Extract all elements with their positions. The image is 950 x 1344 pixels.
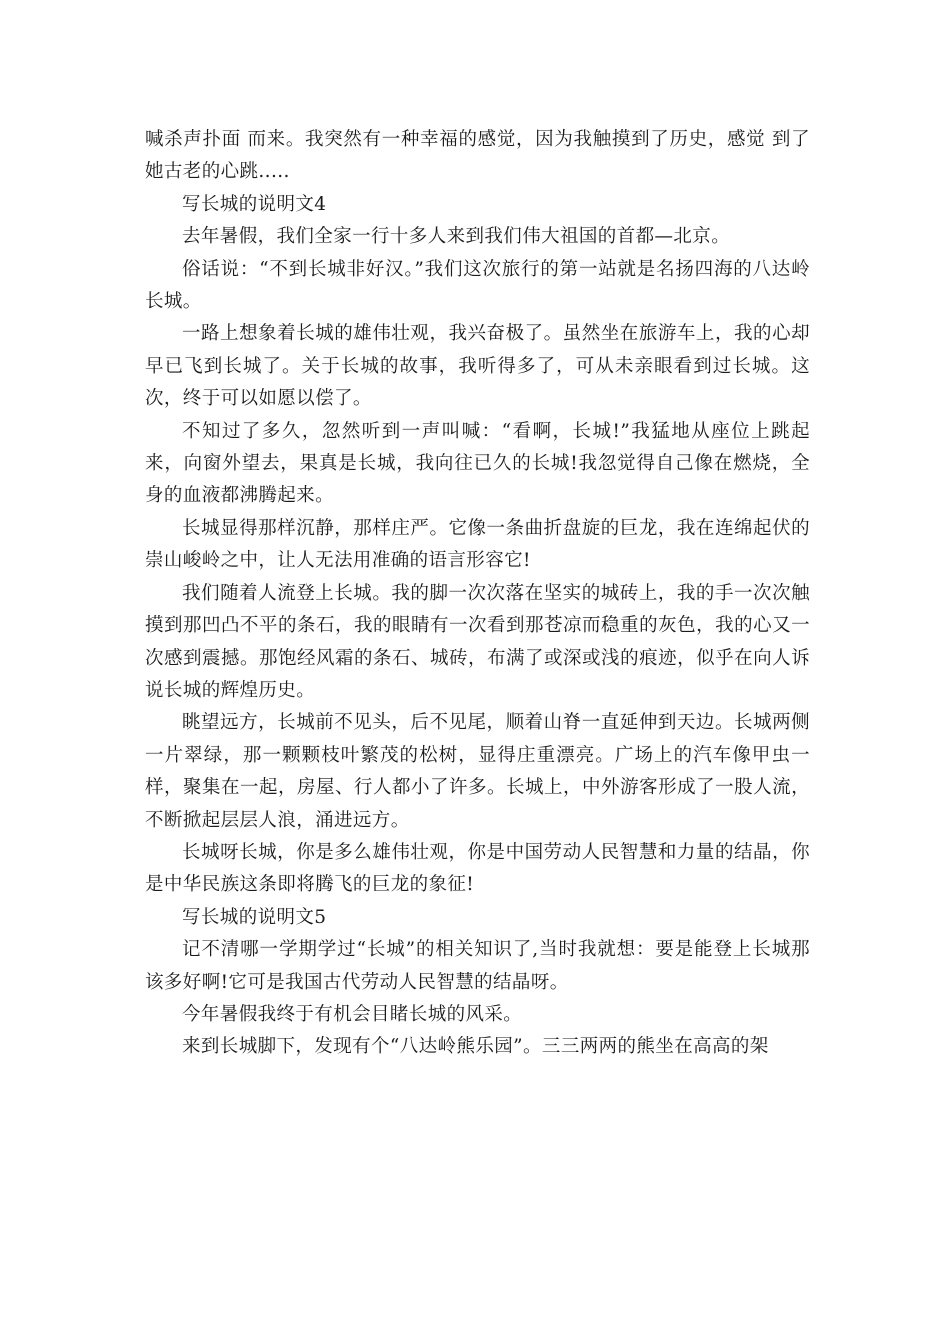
paragraph: 长城呀长城，你是多么雄伟壮观，你是中国劳动人民智慧和力量的结晶，你是中华民族这条即将腾飞的巨龙的象征!	[145, 841, 810, 896]
paragraph: 记不清哪一学期学过“长城”的相关知识了,当时我就想：要是能登上长城那该多好啊!它可是我国古代劳动人民智慧的结晶呀。	[145, 939, 810, 993]
paragraph: 不知过了多久，忽然听到一声叫喊：“看啊，长城!”我猛地从座位上跳起来，向窗外望去，果真是长城，我向往已久的长城!我忽觉得自己像在燃烧，全身的血液都沸腾起来。	[145, 420, 810, 507]
paragraph: 今年暑假我终于有机会目睹长城的风采。	[182, 1003, 523, 1025]
document-body	[145, 124, 810, 1064]
section-heading: 写长城的说明文4	[182, 193, 327, 215]
paragraph: 喊杀声扑面 而来。我突然有一种幸福的感觉，因为我触摸到了历史，感觉 到了她古老的心跳.....	[145, 129, 810, 183]
paragraph: 一路上想象着长城的雄伟壮观，我兴奋极了。虽然坐在旅游车上，我的心却早已飞到长城了。关于长城的故事，我听得多了，可从未亲眼看到过长城。这次，终于可以如愿以偿了。	[145, 323, 810, 410]
section-heading: 写长城的说明文5	[182, 906, 327, 928]
paragraph: 去年暑假，我们全家一行十多人来到我们伟大祖国的首都—北京。	[182, 226, 731, 248]
paragraph: 眺望远方，长城前不见头，后不见尾，顺着山脊一直延伸到天边。长城两侧一片翠绿，那一颗颗枝叶繁茂的松树，显得庄重漂亮。广场上的汽车像甲虫一样，聚集在一起，房屋、行人都小了许多。长城上，中外游客形成了一股人流，不断掀起层层人浪，涌进远方。	[145, 712, 810, 831]
paragraph: 来到长城脚下，发现有个“八达岭熊乐园”。三三两两的熊坐在高高的架	[182, 1036, 769, 1058]
paragraph: 长城显得那样沉静，那样庄严。它像一条曲折盘旋的巨龙，我在连绵起伏的崇山峻岭之中，让人无法用准确的语言形容它!	[145, 517, 810, 572]
paragraph: 俗话说：“不到长城非好汉。”我们这次旅行的第一站就是名扬四海的八达岭长城。	[145, 258, 810, 313]
paragraph: 我们随着人流登上长城。我的脚一次次落在坚实的城砖上，我的手一次次触摸到那凹凸不平的条石，我的眼睛有一次看到那苍凉而稳重的灰色，我的心又一次感到震撼。那饱经风霜的条石、城砖，布满了或深或浅的痕迹，似乎在向人诉说长城的辉煌历史。	[145, 582, 810, 701]
